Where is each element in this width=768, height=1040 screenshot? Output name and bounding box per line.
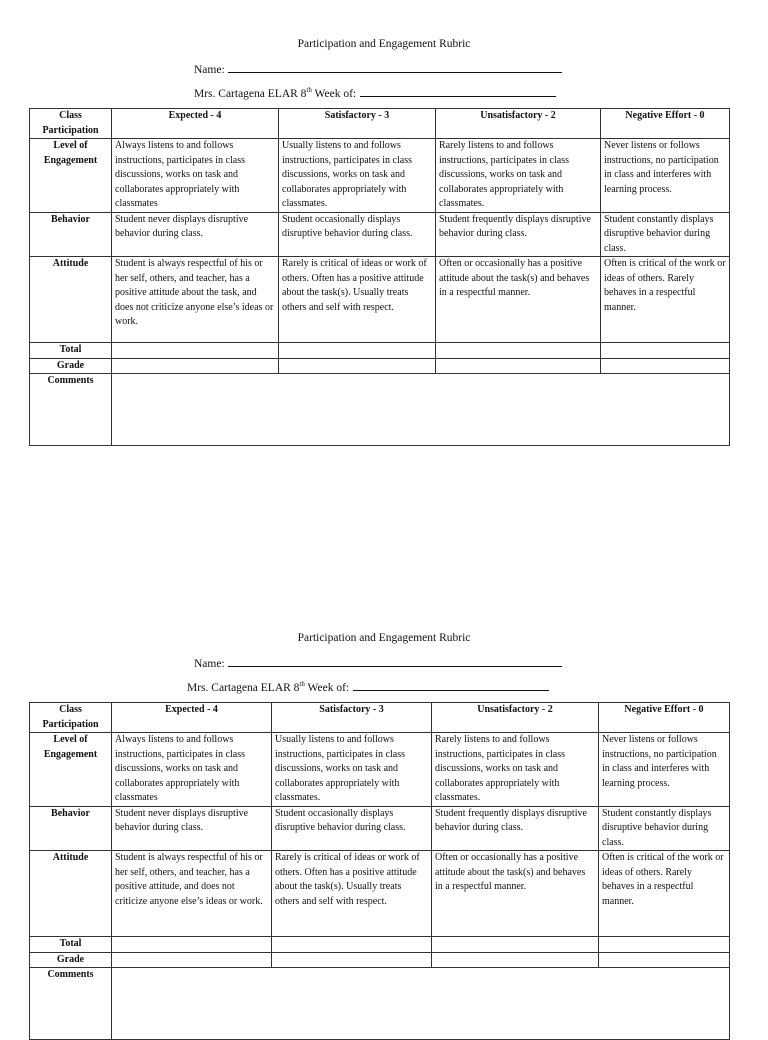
cell: Always listens to and follows instructions, participates in class discussions, works on task and collaborates appropriately with classmates — [112, 733, 272, 807]
name-label: Name: — [194, 658, 225, 670]
cell: Often or occasionally has a positive attitude about the task(s) and behaves in a respectful manner. — [432, 851, 599, 937]
total-cell-unsatisfactory[interactable] — [436, 343, 601, 359]
rubric-table — [29, 108, 730, 446]
cell: Usually listens to and follows instructions, participates in class discussions, works on task and collaborates appropriately with classmates. — [279, 139, 436, 213]
teacher-line — [187, 679, 549, 694]
cell: Often is critical of the work or ideas of others. Rarely behaves in a respectful manner. — [601, 257, 730, 343]
row-label-attitude: Attitude — [30, 851, 112, 937]
rubric-table-2 — [29, 702, 730, 1040]
cell: Always listens to and follows instructions, participates in class discussions, works on task and collaborates appropriately with classmates — [112, 139, 279, 213]
name-label: Name: — [194, 64, 225, 76]
table-row — [30, 733, 730, 807]
header-class-participation: Class Participation — [30, 703, 112, 733]
header-negative-effort: Negative Effort - 0 — [599, 703, 730, 733]
total-cell-satisfactory[interactable] — [272, 937, 432, 953]
name-blank-line[interactable] — [228, 655, 562, 667]
name-line — [194, 61, 562, 76]
grade-cell-expected[interactable] — [112, 358, 279, 374]
table-row — [30, 806, 730, 851]
grade-suffix: th — [299, 680, 305, 689]
grade-cell-satisfactory[interactable] — [279, 358, 436, 374]
row-label-behavior: Behavior — [30, 806, 112, 851]
cell: Student constantly displays disruptive behavior during class. — [601, 212, 730, 257]
week-blank-line[interactable] — [353, 679, 549, 691]
header-expected: Expected - 4 — [112, 109, 279, 139]
header-unsatisfactory: Unsatisfactory - 2 — [436, 109, 601, 139]
total-row — [30, 343, 730, 359]
cell: Usually listens to and follows instructions, participates in class discussions, works on task and collaborates appropriately with classmates. — [272, 733, 432, 807]
cell: Student never displays disruptive behavior during class. — [112, 806, 272, 851]
total-cell-negative[interactable] — [599, 937, 730, 953]
total-cell-satisfactory[interactable] — [279, 343, 436, 359]
cell: Student is always respectful of his or her self, others, and teacher, has a positive attitude about the task, and does not criticize anyone else’s ideas or work. — [112, 257, 279, 343]
row-label-total: Total — [30, 343, 112, 359]
row-label-comments: Comments — [30, 374, 112, 446]
comments-row — [30, 968, 730, 1040]
cell: Student occasionally displays disruptive behavior during class. — [279, 212, 436, 257]
total-row — [30, 937, 730, 953]
rubric-title: Participation and Engagement Rubric — [297, 632, 471, 644]
grade-cell-satisfactory[interactable] — [272, 952, 432, 968]
grade-cell-negative[interactable] — [599, 952, 730, 968]
grade-cell-expected[interactable] — [112, 952, 272, 968]
grade-cell-unsatisfactory[interactable] — [436, 358, 601, 374]
total-cell-negative[interactable] — [601, 343, 730, 359]
teacher-label: Mrs. Cartagena ELAR 8 — [187, 682, 300, 694]
cell: Never listens or follows instructions, no participation in class and interferes with learning process. — [601, 139, 730, 213]
week-label: Week of: — [314, 88, 357, 100]
header-satisfactory: Satisfactory - 3 — [272, 703, 432, 733]
total-cell-expected[interactable] — [112, 343, 279, 359]
header-class-participation: Class Participation — [30, 109, 112, 139]
row-label-engagement: Level of Engagement — [30, 733, 112, 807]
cell: Student never displays disruptive behavior during class. — [112, 212, 279, 257]
cell: Student frequently displays disruptive behavior during class. — [436, 212, 601, 257]
week-label: Week of: — [307, 682, 350, 694]
row-label-attitude: Attitude — [30, 257, 112, 343]
header-row — [30, 703, 730, 733]
header-unsatisfactory: Unsatisfactory - 2 — [432, 703, 599, 733]
cell: Rarely listens to and follows instructions, participates in class discussions, works on task and collaborates appropriately with classmates. — [436, 139, 601, 213]
comments-area[interactable] — [112, 968, 730, 1040]
row-label-grade: Grade — [30, 952, 112, 968]
table-row — [30, 212, 730, 257]
row-label-grade: Grade — [30, 358, 112, 374]
cell: Often is critical of the work or ideas of others. Rarely behaves in a respectful manner. — [599, 851, 730, 937]
name-blank-line[interactable] — [228, 61, 562, 73]
cell: Rarely is critical of ideas or work of others. Often has a positive attitude about the task(s). Usually treats others and self with respect. — [279, 257, 436, 343]
grade-row — [30, 358, 730, 374]
header-row — [30, 109, 730, 139]
cell: Student is always respectful of his or her self, others, and teacher, has a positive attitude, and does not criticize anyone else’s ideas or work. — [112, 851, 272, 937]
header-negative-effort: Negative Effort - 0 — [601, 109, 730, 139]
total-cell-unsatisfactory[interactable] — [432, 937, 599, 953]
teacher-label: Mrs. Cartagena ELAR 8 — [194, 88, 307, 100]
cell: Never listens or follows instructions, no participation in class and interferes with learning process. — [599, 733, 730, 807]
grade-cell-unsatisfactory[interactable] — [432, 952, 599, 968]
row-label-total: Total — [30, 937, 112, 953]
teacher-line — [194, 85, 556, 100]
cell: Rarely listens to and follows instructions, participates in class discussions, works on task and collaborates appropriately with classmates. — [432, 733, 599, 807]
grade-suffix: th — [306, 86, 312, 95]
header-satisfactory: Satisfactory - 3 — [279, 109, 436, 139]
table-row — [30, 851, 730, 937]
cell: Often or occasionally has a positive attitude about the task(s) and behaves in a respectful manner. — [436, 257, 601, 343]
comments-area[interactable] — [112, 374, 730, 446]
table-row — [30, 139, 730, 213]
cell: Student occasionally displays disruptive behavior during class. — [272, 806, 432, 851]
header-expected: Expected - 4 — [112, 703, 272, 733]
row-label-engagement: Level of Engagement — [30, 139, 112, 213]
rubric-title: Participation and Engagement Rubric — [297, 38, 471, 50]
week-blank-line[interactable] — [360, 85, 556, 97]
grade-cell-negative[interactable] — [601, 358, 730, 374]
table-row — [30, 257, 730, 343]
name-line — [194, 655, 562, 670]
cell: Student frequently displays disruptive behavior during class. — [432, 806, 599, 851]
total-cell-expected[interactable] — [112, 937, 272, 953]
cell: Student constantly displays disruptive behavior during class. — [599, 806, 730, 851]
grade-row — [30, 952, 730, 968]
cell: Rarely is critical of ideas or work of others. Often has a positive attitude about the task(s). Usually treats others and self with respect. — [272, 851, 432, 937]
row-label-comments: Comments — [30, 968, 112, 1040]
comments-row — [30, 374, 730, 446]
row-label-behavior: Behavior — [30, 212, 112, 257]
